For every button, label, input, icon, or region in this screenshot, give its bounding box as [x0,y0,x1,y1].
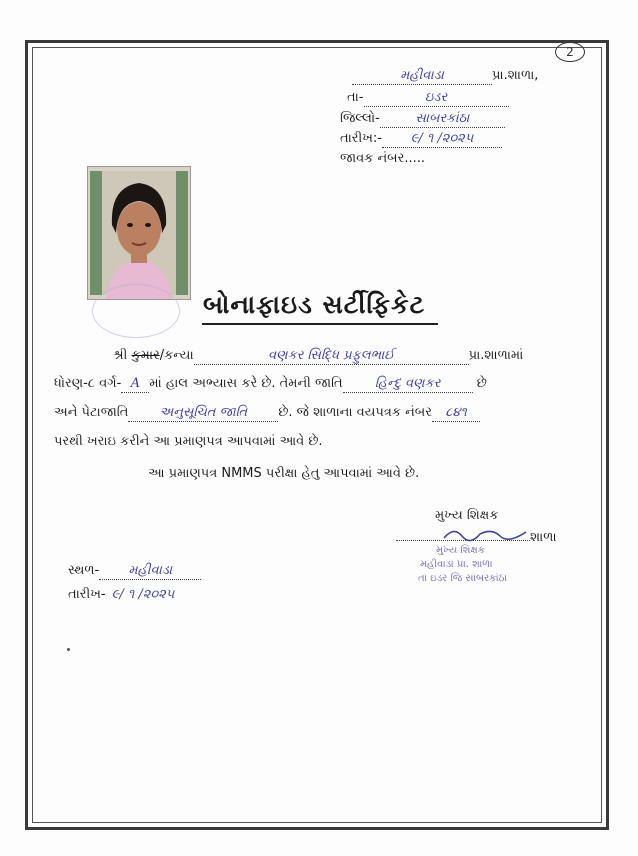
register-number: ૮૪૧ [445,405,467,420]
place-value: મહીવાડા [128,563,173,578]
page-number: 2 [555,42,585,62]
stamp-line-3: તા ઇડર જિ સાબરકાંઠા [418,573,507,584]
school-suffix-line1: પ્રા.શાળામાં [468,348,524,363]
footer-date-line [68,587,174,603]
body-line-2 [54,376,487,393]
study-text: માં હાલ અભ્યાસ કરે છે. તેમની જાતિ [149,376,343,391]
taluka-value: ઇડર [424,90,448,105]
district-line [340,111,505,128]
header-date-label: તારીખ:- [340,131,382,146]
body-line-5: આ પ્રમાણપત્ર NMMS પરીક્ષા હેતુ આપવામાં આવે છે. [148,466,420,481]
label-kumar-struck: કુમાર [131,348,160,363]
place-line [68,563,201,580]
body-line-1 [113,348,523,365]
student-portrait-image [88,167,190,299]
place-label: સ્થળ- [68,563,100,578]
body-line-4: પરથી ખરાઇ કરીને આ પ્રમાણપત્ર આપવામાં આવે છે. [54,434,323,449]
label-kanya: /કન્યા [159,348,194,363]
body-line-3 [54,405,480,422]
standard-label: ધોરણ-૮ વર્ગ- [54,376,122,391]
taluka-line [347,90,509,107]
headmaster-label: મુખ્ય શિક્ષક [435,508,499,523]
taluka-label: તા- [347,90,364,105]
division-value: A [130,376,141,391]
footer-date-value: ૯/ ૧ /૨૦૨૫ [111,587,175,602]
header-date-value: ૯/ ૧ /૨૦૨૫ [410,131,474,146]
school-name-line [352,68,538,85]
stamp-line-1: મુખ્ય શિક્ષક [436,545,485,556]
school-suffix: પ્રા.શાળા, [492,68,539,83]
caste-value: હિન્દુ વણકર [374,376,441,391]
sub-caste-value: અનુસૂચિત જાતિ [159,405,248,420]
student-photo [87,166,191,300]
district-value: સાબરકાંઠા [415,111,470,126]
certificate-title: બોનાફાઇડ સર્ટીફિકેટ [203,290,426,319]
stamp-line-2: મહીવાડા પ્રા. શાળા [420,559,493,570]
prefix-shri: શ્રી [113,348,128,363]
headmaster-signature [440,522,530,544]
signature-school-suffix: શાળા [530,530,557,545]
title-underline [202,323,438,325]
student-name: વણકર સિદ્ધિ પ્રફુલભાઈ [268,348,395,363]
header-date-line [340,131,502,148]
sub-caste-label: અને પેટાજાતિ [54,405,129,420]
line2-suffix: છે [476,376,487,391]
stray-mark [67,648,70,651]
school-seal [92,284,180,338]
footer-date-label: તારીખ- [68,587,106,602]
district-label: જિલ્લો- [340,111,380,126]
school-name-value: મહીવાડા [400,68,444,83]
outward-number-line: જાવક નંબર..... [340,151,425,166]
register-text: છે. જે શાળાના વયપત્રક નંબર [278,405,432,420]
